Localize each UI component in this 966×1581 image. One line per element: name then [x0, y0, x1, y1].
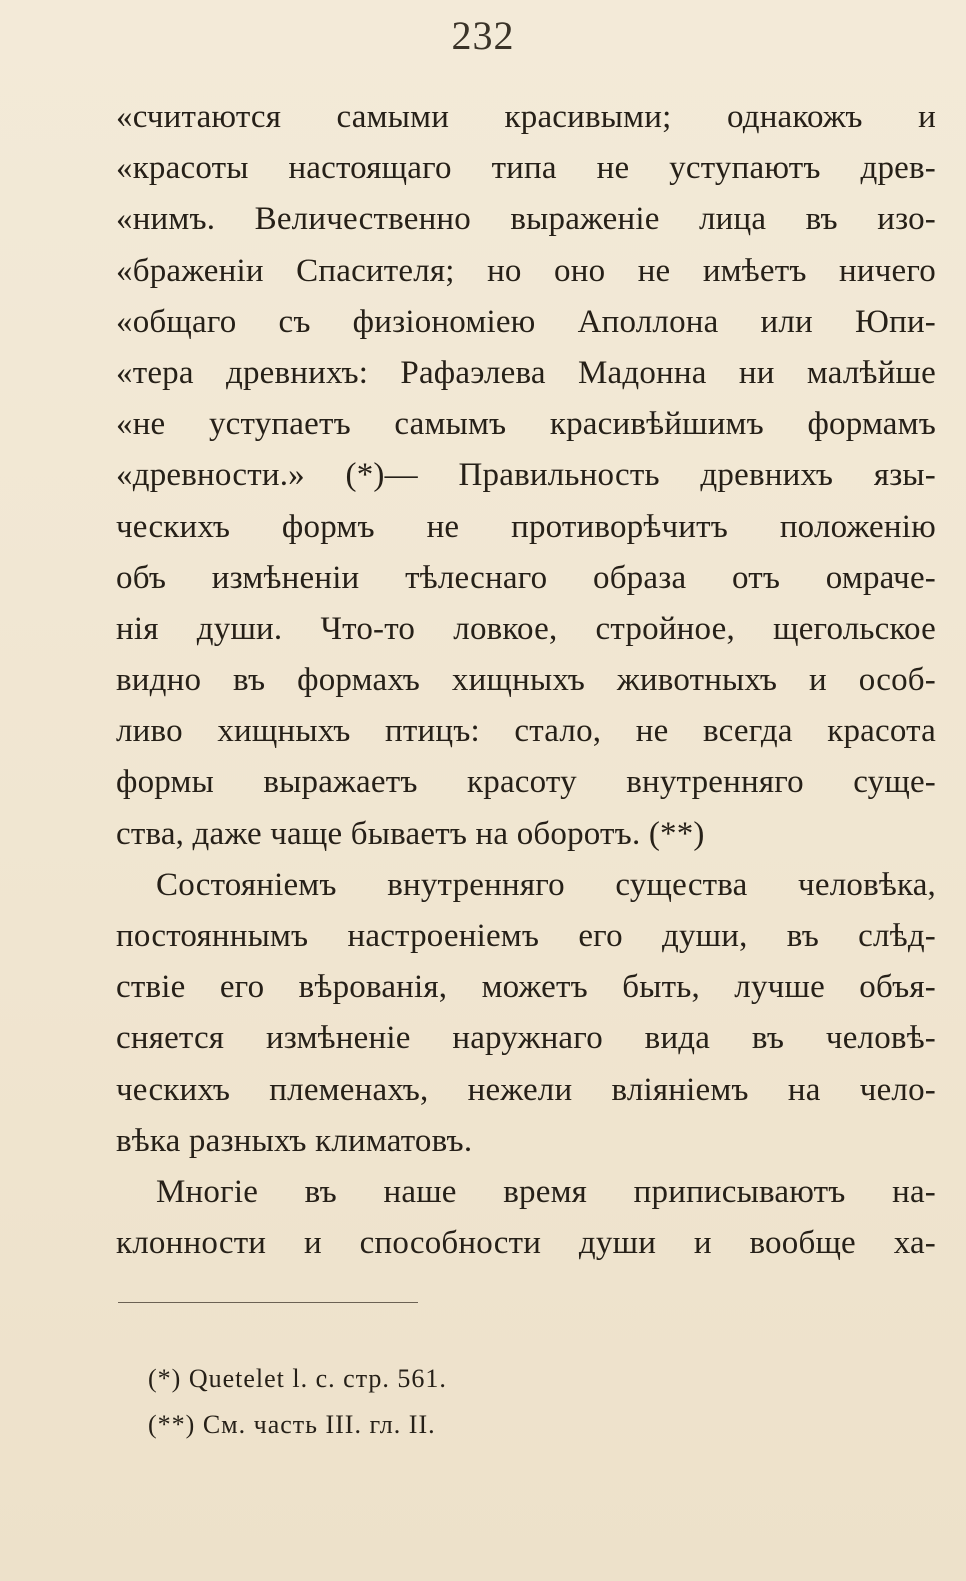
footnote: (**) См. часть III. гл. II.	[148, 1410, 436, 1439]
footnote-divider	[118, 1302, 418, 1303]
footnotes	[148, 1356, 447, 1448]
text-line: формы выражаетъ красоту внутренняго суще-	[116, 764, 936, 801]
text-line: ливо хищныхъ птицъ: стало, не всегда красота	[116, 713, 936, 750]
text-line: вѣка разныхъ климатовъ.	[116, 1122, 473, 1159]
paragraph-start-line: Состояніемъ внутренняго существа человѣка,	[156, 866, 936, 903]
text-line: «красоты настоящаго типа не уступаютъ древ-	[116, 150, 936, 187]
text-line: клонности и способности души и вообще ха-	[116, 1225, 936, 1262]
text-line: ствіе его вѣрованія, можетъ быть, лучше объя-	[116, 969, 936, 1006]
text-line: нія души. Что-то ловкое, стройное, щегольское	[116, 610, 936, 647]
text-line: «тера древнихъ: Рафаэлева Мадонна ни малѣйше	[116, 354, 936, 391]
text-line: ческихъ формъ не противорѣчитъ положенію	[116, 508, 936, 545]
text-line: «браженіи Спасителя; но оно не имѣетъ ничего	[116, 252, 936, 289]
text-line: «нимъ. Величественно выраженіе лица въ изо-	[116, 201, 936, 238]
page-number: 232	[451, 13, 515, 58]
text-line: ства, даже чаще бываетъ на оборотъ. (**)	[116, 815, 705, 852]
text-line: «древности.» (*)— Правильность древнихъ язы-	[116, 457, 936, 494]
text-line: «не уступаетъ самымъ красивѣйшимъ формамъ	[116, 406, 936, 443]
text-line: «считаются самыми красивыми; однакожъ и	[116, 99, 936, 135]
body-text	[116, 92, 936, 1269]
text-line: постояннымъ настроеніемъ его души, въ слѣд-	[116, 918, 936, 954]
text-line: «общаго съ физіономіею Аполлона или Юпи-	[116, 303, 936, 340]
paragraph-start-line: Многіе въ наше время приписываютъ на-	[156, 1173, 936, 1210]
text-line: видно въ формахъ хищныхъ животныхъ и особ-	[116, 662, 936, 699]
footnote: (*) Quetelet l. c. стр. 561.	[148, 1364, 447, 1393]
text-line: объ измѣненіи тѣлеснаго образа отъ омраче-	[116, 559, 936, 596]
text-line: ческихъ племенахъ, нежели вліяніемъ на чело-	[116, 1071, 936, 1108]
text-line: сняется измѣненіе наружнаго вида въ человѣ-	[116, 1020, 936, 1057]
